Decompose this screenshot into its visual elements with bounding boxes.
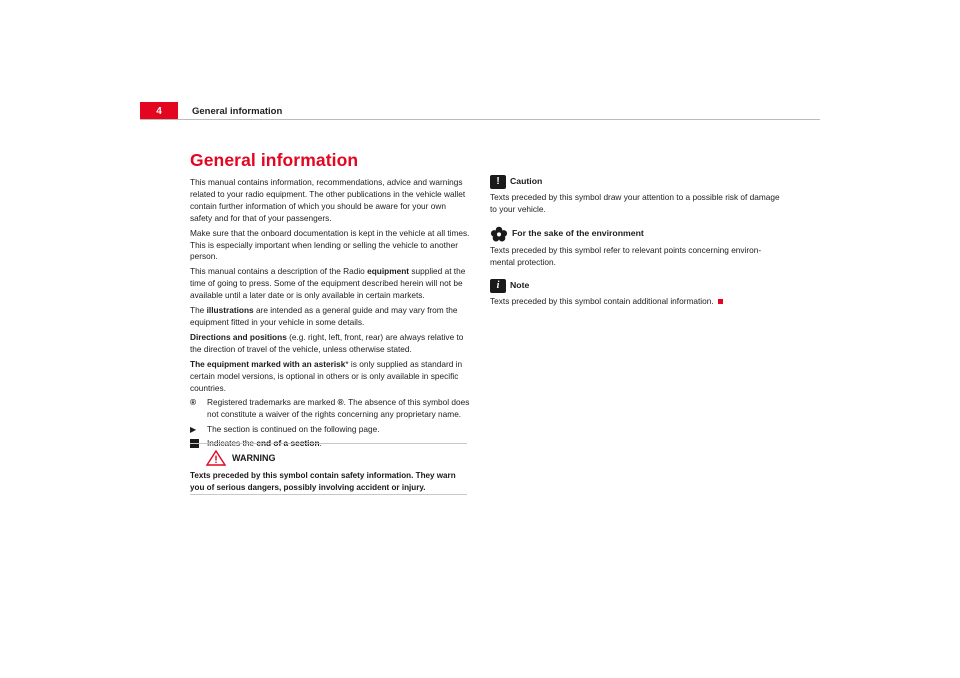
note-header: [490, 279, 780, 293]
environment-title: For the sake of the environment: [512, 227, 644, 238]
bold-term: The equipment marked with an asterisk: [190, 358, 346, 369]
page-number-badge: 4: [140, 102, 178, 120]
caution-icon: !: [490, 175, 506, 189]
bold-term: Directions and positions: [190, 331, 287, 342]
text-run: * is only supplied as standard in certain model versions, is optional in others or is only available in specific countries.: [190, 358, 463, 393]
intro-paragraph: This manual contains information, recommendations, advice and warnings related to your radio equipment. The other publications in the vehicle wallet contain further information of which you should be aware for your own safety and for that of your passengers.: [190, 177, 466, 223]
registered-icon: ®: [190, 397, 197, 408]
documentation-paragraph: Make sure that the onboard documentation is kept in the vehicle at all times. This is especially important when lending or selling the vehicle to another person.: [190, 227, 470, 262]
illustrations-paragraph: [190, 305, 470, 329]
warning-box: [190, 443, 467, 495]
warning-label: WARNING: [232, 453, 276, 463]
text-run: (e.g. right, left, front, rear) are always relative to the direction of travel of the vehicle, unless otherwise stated.: [190, 331, 464, 354]
environment-header: [490, 226, 780, 242]
equipment-paragraph: [190, 266, 470, 302]
registered-text: [207, 397, 470, 421]
registered-inline-symbol: ®: [337, 397, 344, 408]
right-column: [490, 175, 780, 318]
continued-item: [190, 424, 470, 436]
text-run: .: [319, 438, 322, 449]
environment-notice: [490, 226, 780, 269]
note-title: Note: [510, 279, 530, 290]
end-of-section-icon: [718, 299, 723, 304]
page-heading: General information: [190, 150, 359, 170]
text-run: Registered trademarks are marked: [207, 397, 338, 408]
text-run: . The absence of this symbol does not constitute a waiver of the rights concerning any proprietary name.: [207, 397, 470, 420]
note-body: [490, 296, 780, 308]
text-run: are intended as a general guide and may vary from the equipment fitted in your vehicle in some details.: [190, 305, 458, 327]
text-run: supplied at the time of going to press. Some of the equipment described herein will not be available until a later date or is only available in certain markets.: [190, 266, 466, 301]
warning-header: [206, 450, 276, 466]
warning-text: Texts preceded by this symbol contain safety information. They warn you of serious dangers, possibly involving accident or injury.: [190, 471, 456, 492]
bold-term: end of a section: [256, 438, 320, 449]
continue-arrow-icon: ▶: [190, 425, 197, 435]
info-icon: i: [490, 279, 506, 293]
text-run: The: [190, 305, 207, 316]
caution-notice: [490, 175, 780, 216]
caution-header: [490, 175, 780, 189]
text-run: Indicates the: [207, 438, 257, 449]
bold-term: equipment: [367, 266, 410, 277]
directions-paragraph: [190, 332, 470, 356]
text-run: This manual contains a description of the Radio: [190, 266, 368, 277]
continued-text: The section is continued on the following page.: [207, 424, 380, 435]
caution-title: Caution: [510, 176, 543, 187]
asterisk-paragraph: [190, 359, 470, 395]
note-text: Texts preceded by this symbol contain additional information.: [490, 295, 714, 306]
caution-text: Texts preceded by this symbol draw your attention to a possible risk of damage to your vehicle.: [490, 192, 780, 214]
running-header-title: General information: [192, 106, 283, 117]
left-column: [190, 177, 470, 450]
header-divider: [140, 119, 820, 120]
environment-text: Texts preceded by this symbol refer to relevant points concerning environ-mental protection.: [490, 244, 762, 267]
warning-triangle-icon: [206, 450, 226, 466]
note-notice: [490, 279, 780, 308]
flower-icon: [490, 226, 508, 242]
registered-trademark-item: [190, 397, 470, 421]
bold-term: illustrations: [206, 305, 254, 316]
